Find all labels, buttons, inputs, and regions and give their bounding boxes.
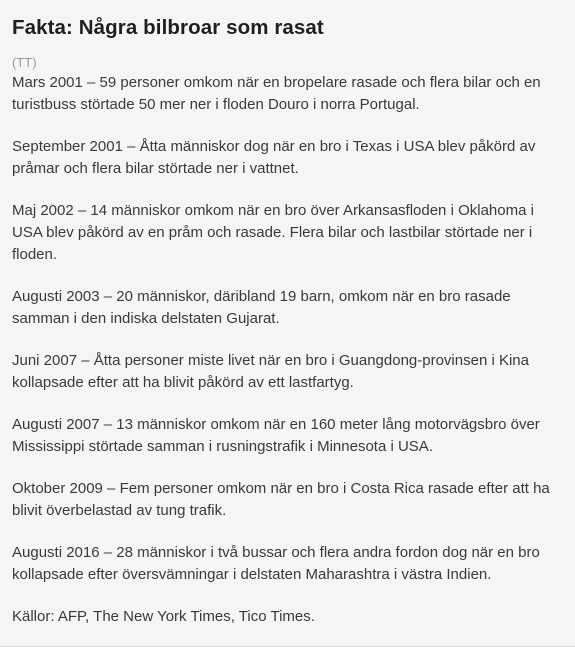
news-agency-credit: (TT) — [12, 55, 37, 70]
list-item: Maj 2002 – 14 människor omkom när en bro över Arkansasfloden i Oklahoma i USA blev påkörd av en pråm och rasade. Flera bilar och lastbilar störtade ner i floden. — [12, 202, 534, 263]
list-item: Juni 2007 – Åtta personer miste livet när en bro i Guangdong-provinsen i Kina kollapsade efter att ha blivit påkörd av ett lastfartyg. — [12, 352, 529, 391]
list-item: Oktober 2009 – Fem personer omkom när en bro i Costa Rica rasade efter att ha blivit överbelastad av tung trafik. — [12, 480, 550, 519]
sources-line: Källor: AFP, The New York Times, Tico Times. — [12, 608, 315, 625]
list-item: Augusti 2016 – 28 människor i två bussar och flera andra fordon dog när en bro kollapsade efter översvämningar i delstaten Maharashtra i västra Indien. — [12, 544, 540, 583]
fact-box-title: Fakta: Några bilbroar som rasat — [12, 16, 324, 39]
bridge-collapse-list — [12, 72, 563, 586]
list-item: Augusti 2007 – 13 människor omkom när en 160 meter lång motorvägsbro över Mississippi störtade samman i rusningstrafik i Minnesota i USA. — [12, 416, 540, 455]
list-item: September 2001 – Åtta människor dog när en bro i Texas i USA blev påkörd av pråmar och flera bilar störtade ner i vattnet. — [12, 138, 536, 177]
list-item: Mars 2001 – 59 personer omkom när en bropelare rasade och flera bilar och en turistbuss störtade 50 mer ner i floden Douro i norra Portugal. — [12, 74, 541, 113]
list-item: Augusti 2003 – 20 människor, däribland 19 barn, omkom när en bro rasade samman i den indiska delstaten Gujarat. — [12, 288, 511, 327]
